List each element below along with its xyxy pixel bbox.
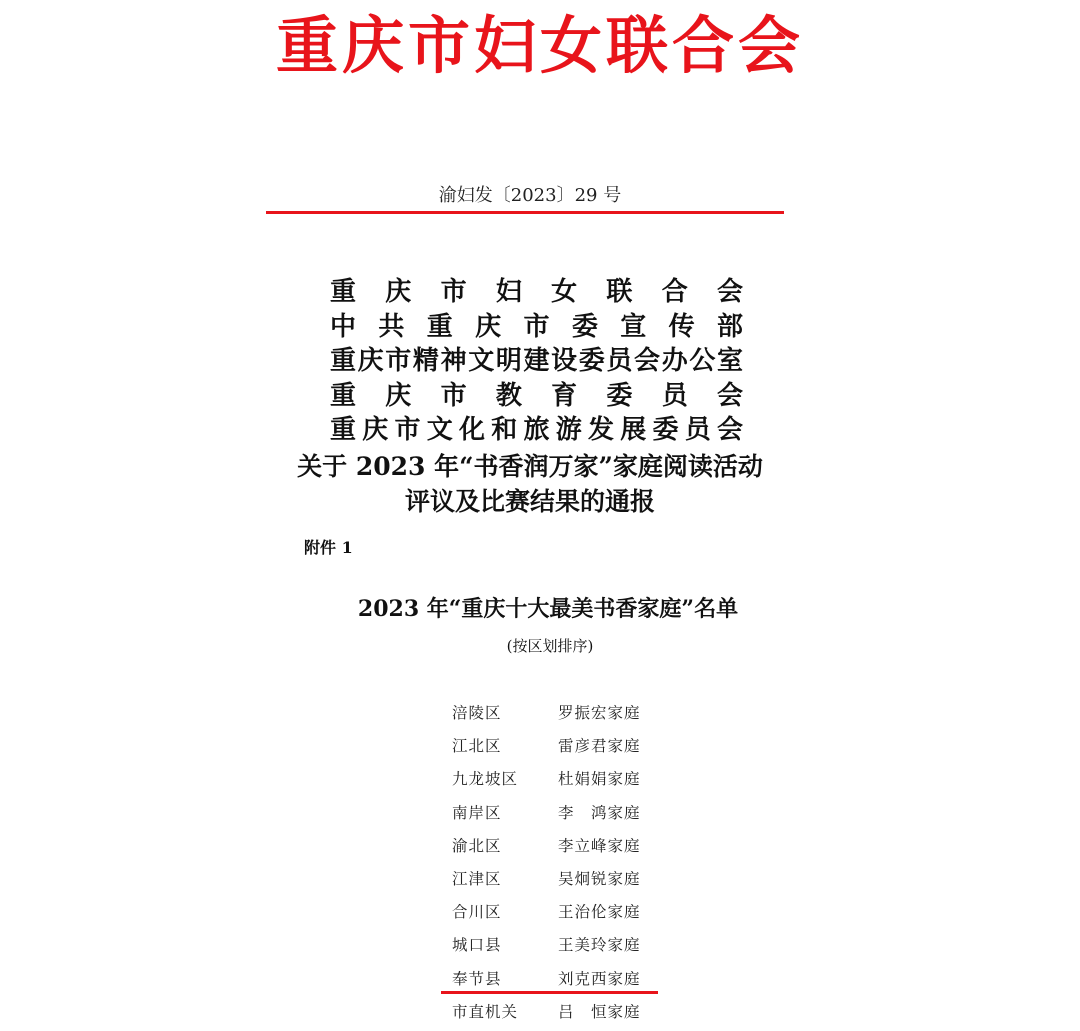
list-item (452, 898, 692, 931)
list-subtitle: (按区划排序) (506, 637, 594, 655)
district-name: 南岸区 (452, 803, 502, 822)
list-item (452, 931, 692, 964)
masthead-title: 重庆市妇女联合会 (275, 9, 804, 82)
list-item (452, 865, 692, 898)
family-name: 吕 恒家庭 (558, 1002, 641, 1021)
family-name: 吴炯锐家庭 (558, 869, 641, 888)
district-name: 城口县 (452, 936, 502, 955)
district-name: 江津区 (452, 869, 502, 888)
list-item (452, 832, 692, 865)
family-name: 王治伦家庭 (558, 903, 641, 922)
list-item (452, 765, 692, 798)
list-item (452, 998, 692, 1031)
family-name: 李 鸿家庭 (558, 803, 641, 822)
district-name: 合川区 (452, 903, 502, 922)
notice-title-line-1: 关于 2023 年“书香润万家”家庭阅读活动 (297, 452, 763, 481)
family-name: 罗振宏家庭 (558, 704, 641, 722)
family-name: 雷彦君家庭 (558, 737, 641, 756)
family-name: 王美玲家庭 (558, 936, 641, 955)
district-name: 渝北区 (452, 836, 502, 855)
document-number: 渝妇发〔2023〕29 号 (438, 185, 622, 206)
list-item (452, 699, 692, 732)
issuer-line-2: 中共重庆市委宣传部 (330, 312, 743, 342)
district-name: 奉节县 (452, 969, 502, 988)
header-red-divider (266, 211, 784, 214)
list-item (452, 732, 692, 765)
attachment-label: 附件 1 (304, 538, 353, 557)
issuer-line-5: 重庆市文化和旅游发展委员会 (330, 415, 743, 445)
family-list (452, 699, 692, 1031)
district-name: 市直机关 (452, 1002, 519, 1021)
district-name: 江北区 (452, 737, 502, 756)
family-name: 刘克西家庭 (558, 969, 641, 988)
issuer-line-3: 重庆市精神文明建设委员会办公室 (330, 346, 743, 376)
list-item (452, 799, 692, 832)
family-name: 杜娟娟家庭 (558, 770, 641, 789)
family-name: 李立峰家庭 (558, 836, 641, 855)
list-title: 2023 年“重庆十大最美书香家庭”名单 (357, 596, 739, 622)
issuer-line-1: 重庆市妇女联合会 (330, 277, 743, 307)
district-name: 涪陵区 (452, 704, 502, 722)
highlight-underline (441, 991, 658, 994)
notice-title-line-2: 评议及比赛结果的通报 (404, 487, 655, 516)
issuer-line-4: 重庆市教育委员会 (330, 381, 743, 411)
district-name: 九龙坡区 (452, 770, 519, 789)
